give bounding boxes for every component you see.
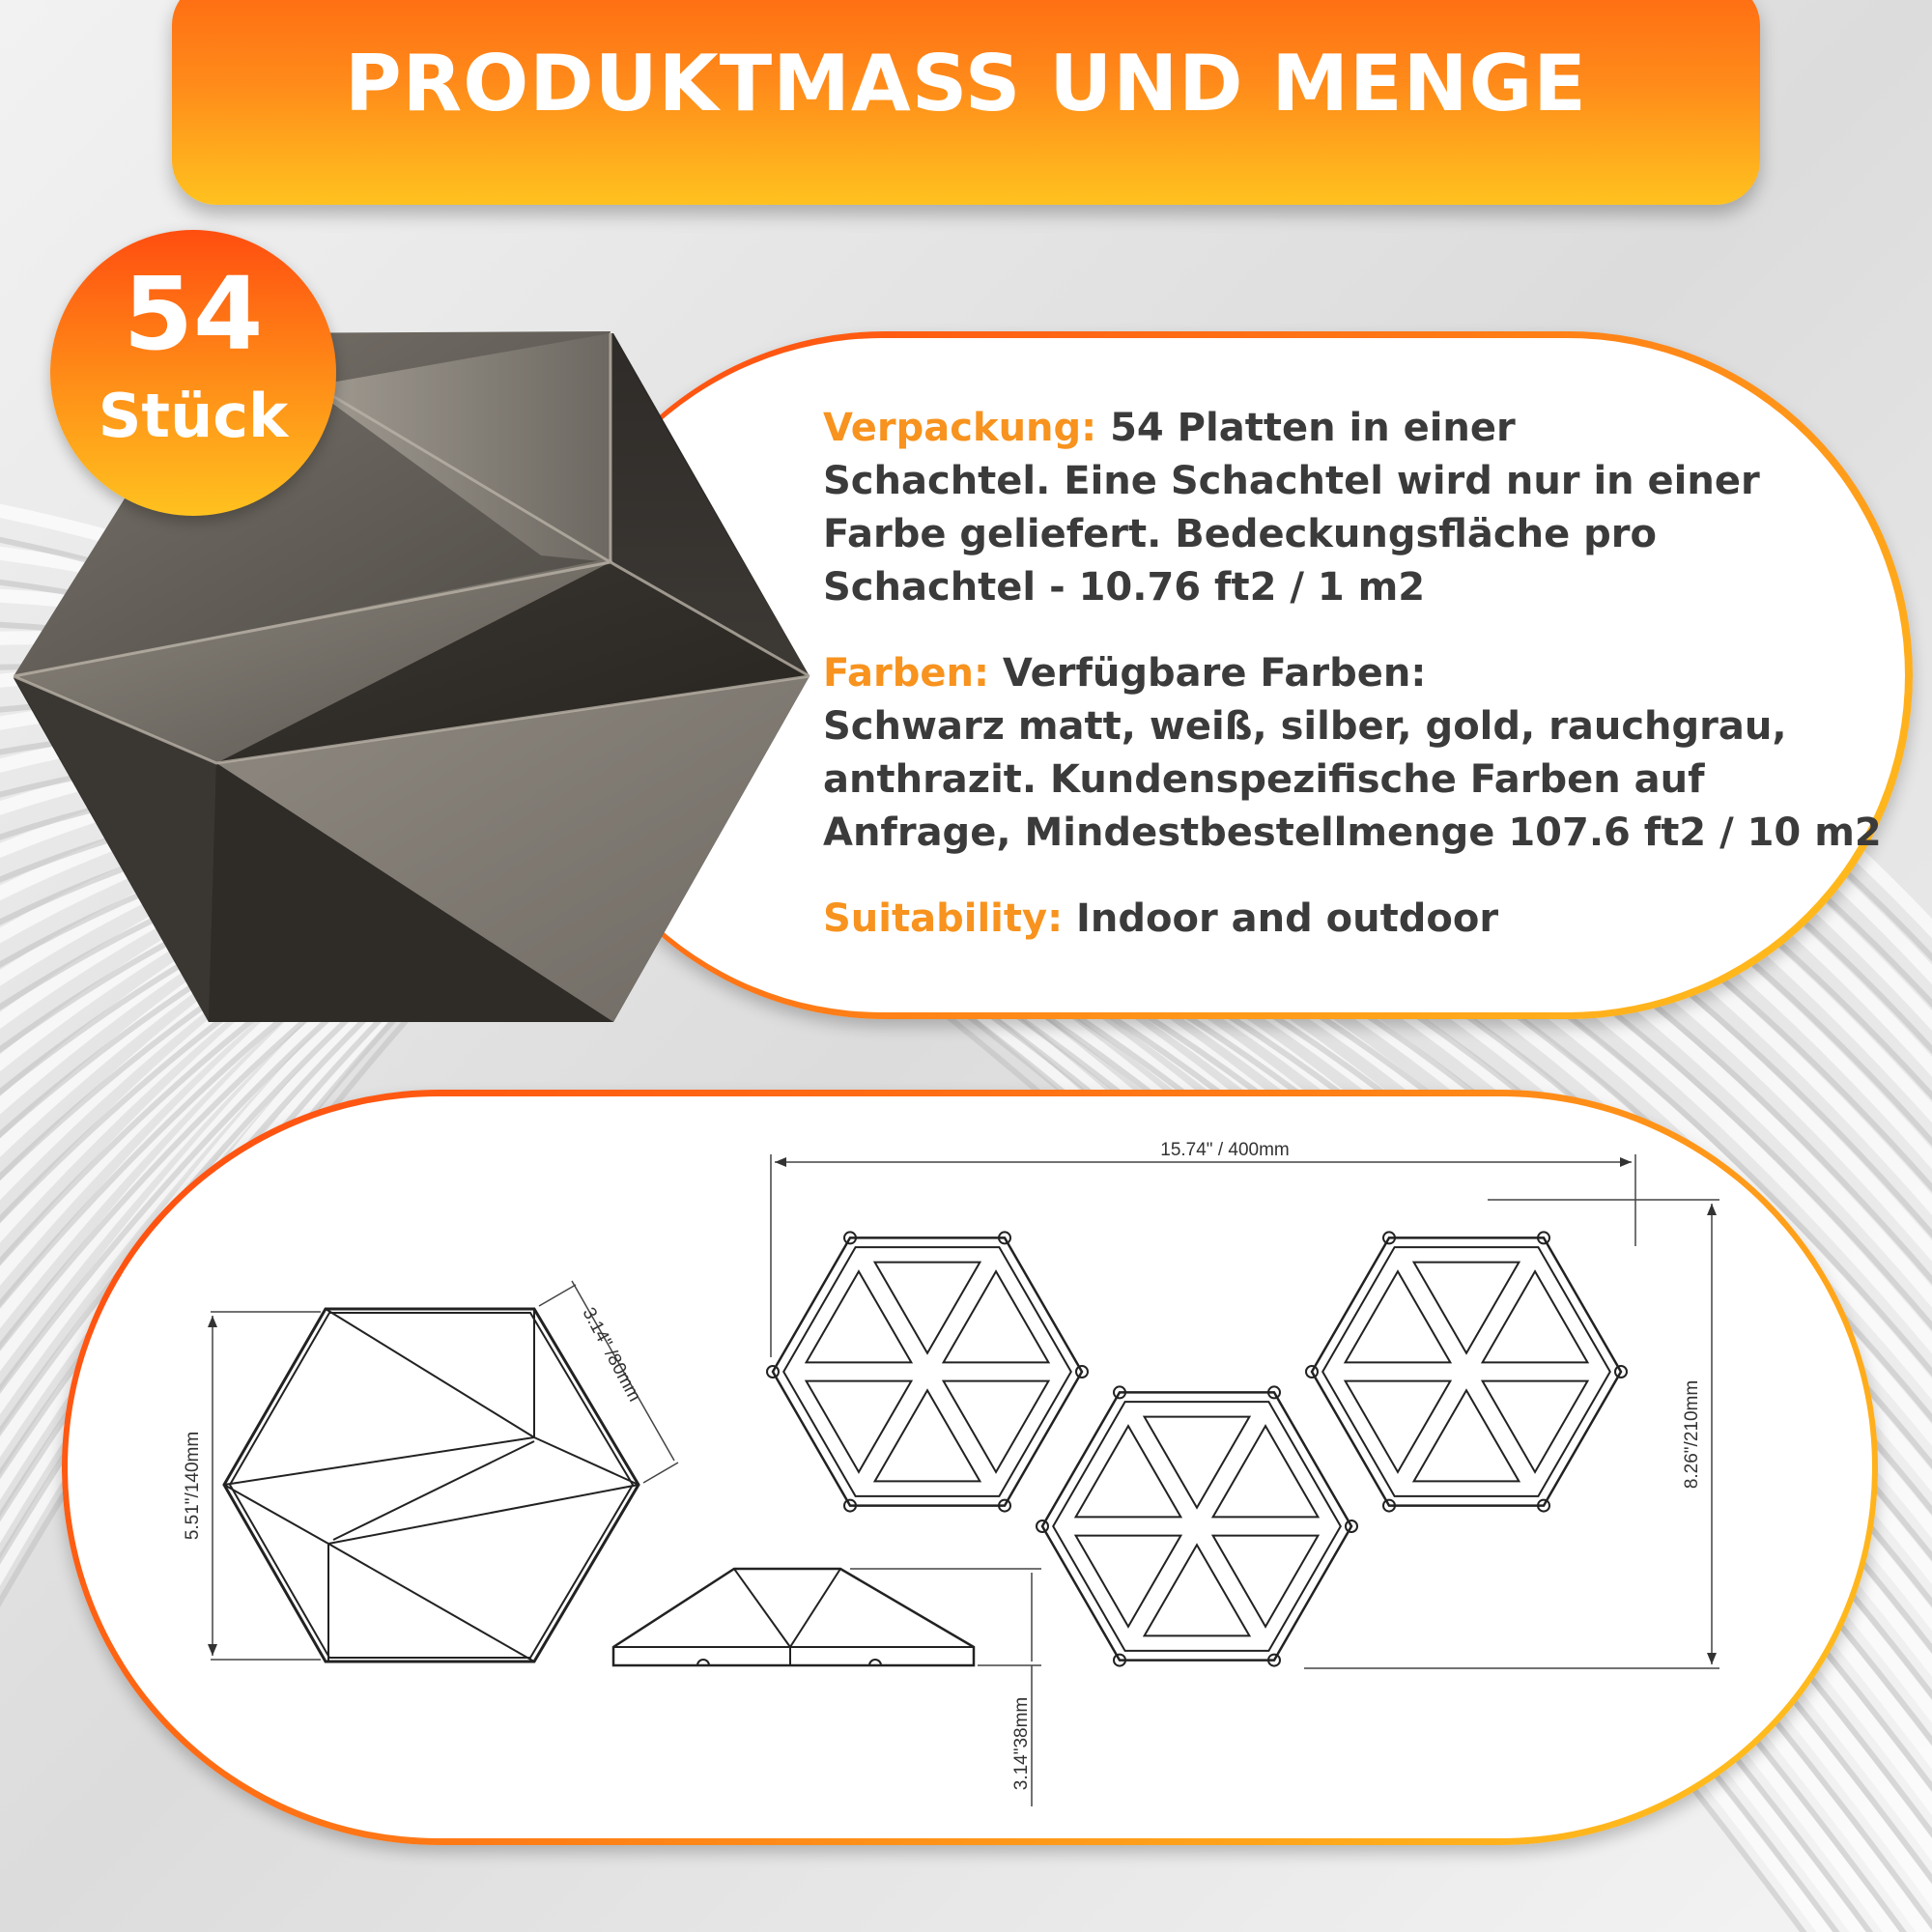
info-text xyxy=(823,402,1895,979)
panel-depth-label: 3.14"38mm xyxy=(1011,1696,1032,1791)
packaging-info xyxy=(823,402,1895,614)
layout-height-label: 8.26"/210mm xyxy=(1682,1379,1702,1490)
suitability-label: Suitability: xyxy=(823,896,1064,941)
panel-edge-label: 3.14" /80mm xyxy=(578,1304,645,1406)
colors-line-3: anthrazit. Kundenspezifische Farben auf xyxy=(823,757,1705,802)
colors-info xyxy=(823,647,1895,860)
layout-width-label: 15.74" / 400mm xyxy=(1160,1140,1290,1160)
colors-label: Farben: xyxy=(823,651,989,696)
dimension-drawing xyxy=(68,1096,1872,1838)
quantity-unit: Stück xyxy=(98,381,289,451)
packaging-label: Verpackung: xyxy=(823,406,1097,450)
packaging-line-4: Schachtel - 10.76 ft2 / 1 m2 xyxy=(823,565,1426,610)
packaging-line-3: Farbe geliefert. Bedeckungsfläche pro xyxy=(823,512,1658,556)
packaging-line-2: Schachtel. Eine Schachtel wird nur in einer xyxy=(823,459,1760,503)
layout-hex-center xyxy=(1037,1386,1357,1665)
quantity-number: 54 xyxy=(123,255,264,373)
packaging-line-1: 54 Platten in einer xyxy=(1110,406,1516,450)
colors-line-2: Schwarz matt, weiß, silber, gold, rauchgrau, xyxy=(823,704,1787,749)
panel-side-view xyxy=(613,1569,974,1665)
colors-line-1: Verfügbare Farben: xyxy=(1002,651,1427,696)
layout-hex-right xyxy=(1306,1232,1627,1511)
suitability-text: Indoor and outdoor xyxy=(1076,896,1499,941)
suitability-info xyxy=(823,893,1895,946)
panel-height-label: 5.51"/140mm xyxy=(183,1431,203,1541)
colors-line-4: Anfrage, Mindestbestellmenge 107.6 ft2 / 10 m2 xyxy=(823,810,1882,855)
panel-front-view xyxy=(224,1309,639,1662)
page-title: PRODUKTMASS UND MENGE xyxy=(345,39,1587,128)
layout-hex-left xyxy=(767,1232,1088,1511)
